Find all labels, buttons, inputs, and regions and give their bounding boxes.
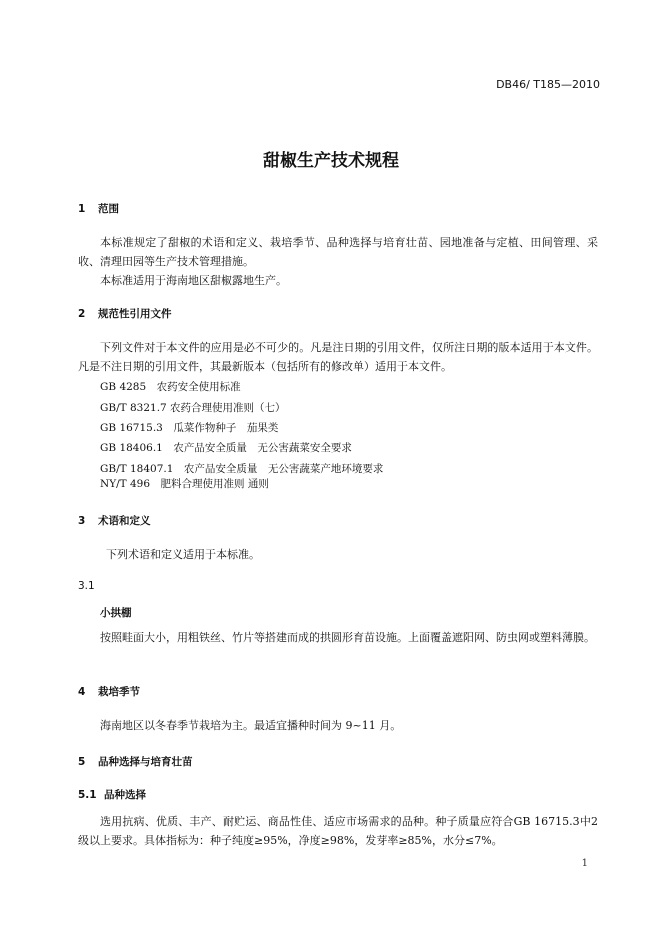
section-number: 3 [78, 515, 86, 527]
section-title: 栽培季节 [98, 686, 140, 698]
section-1-heading [78, 201, 119, 216]
subsection-3-1-definition: 按照畦面大小，用粗铁丝、竹片等搭建而成的拱圆形育苗设施。上面覆盖遮阳网、防虫网或塑料薄膜。 [100, 631, 595, 644]
document-id: DB46/ T185—2010 [496, 78, 600, 91]
subsection-3-1-number: 3.1 [78, 580, 95, 592]
section-3-paragraph-1: 下列术语和定义适用于本标准。 [106, 548, 260, 561]
page-number: 1 [581, 858, 588, 869]
section-title: 品种选择 [104, 789, 146, 801]
section-3-heading [78, 513, 151, 528]
section-4-heading [78, 684, 140, 699]
subsection-3-1-term: 小拱棚 [100, 607, 132, 619]
section-1-paragraph-2: 本标准适用于海南地区甜椒露地生产。 [100, 274, 287, 287]
subsection-5-1-paragraph-1: 选用抗病、优质、丰产、耐贮运、商品性佳、适应市场需求的品种。种子质量应符合GB 16715.3中2级以上要求。具体指标为：种子纯度≥95%，净度≥98%，发芽率≥85%，水分≤7%。 [78, 815, 598, 847]
section-5-heading [78, 754, 193, 769]
reference-item: GB 4285 农药安全使用标准 [100, 381, 241, 393]
section-number: 5.1 [78, 789, 97, 801]
section-number: 5 [78, 756, 86, 768]
section-1-paragraph-1: 本标准规定了甜椒的术语和定义、栽培季节、品种选择与培育壮苗、园地准备与定植、田间管理、采收、清理田园等生产技术管理措施。 [78, 236, 598, 268]
reference-item: NY/T 496 肥料合理使用准则 通则 [100, 478, 269, 490]
section-number: 2 [78, 308, 86, 320]
reference-item: GB 18406.1 农产品安全质量 无公害蔬菜安全要求 [100, 442, 352, 454]
section-2-paragraph-1: 下列文件对于本文件的应用是必不可少的。凡是注日期的引用文件，仅所注日期的版本适用于本文件。凡是不注日期的引用文件，其最新版本（包括所有的修改单）适用于本文件。 [78, 341, 598, 373]
section-4-paragraph-1: 海南地区以冬春季节栽培为主。最适宜播种时间为 9~11 月。 [100, 719, 402, 732]
section-number: 1 [78, 203, 86, 215]
reference-item: GB/T 8321.7 农药合理使用准则（七） [100, 402, 286, 414]
section-title: 术语和定义 [98, 515, 151, 527]
reference-item: GB 16715.3 瓜菜作物种子 茄果类 [100, 422, 279, 434]
reference-item: GB/T 18407.1 农产品安全质量 无公害蔬菜产地环境要求 [100, 463, 384, 475]
section-2-heading [78, 306, 172, 321]
section-title: 品种选择与培育壮苗 [98, 756, 193, 768]
section-title: 范围 [98, 203, 119, 215]
section-number: 4 [78, 686, 86, 698]
subsection-5-1-heading [78, 787, 146, 802]
section-title: 规范性引用文件 [98, 308, 172, 320]
document-title: 甜椒生产技术规程 [263, 151, 399, 171]
